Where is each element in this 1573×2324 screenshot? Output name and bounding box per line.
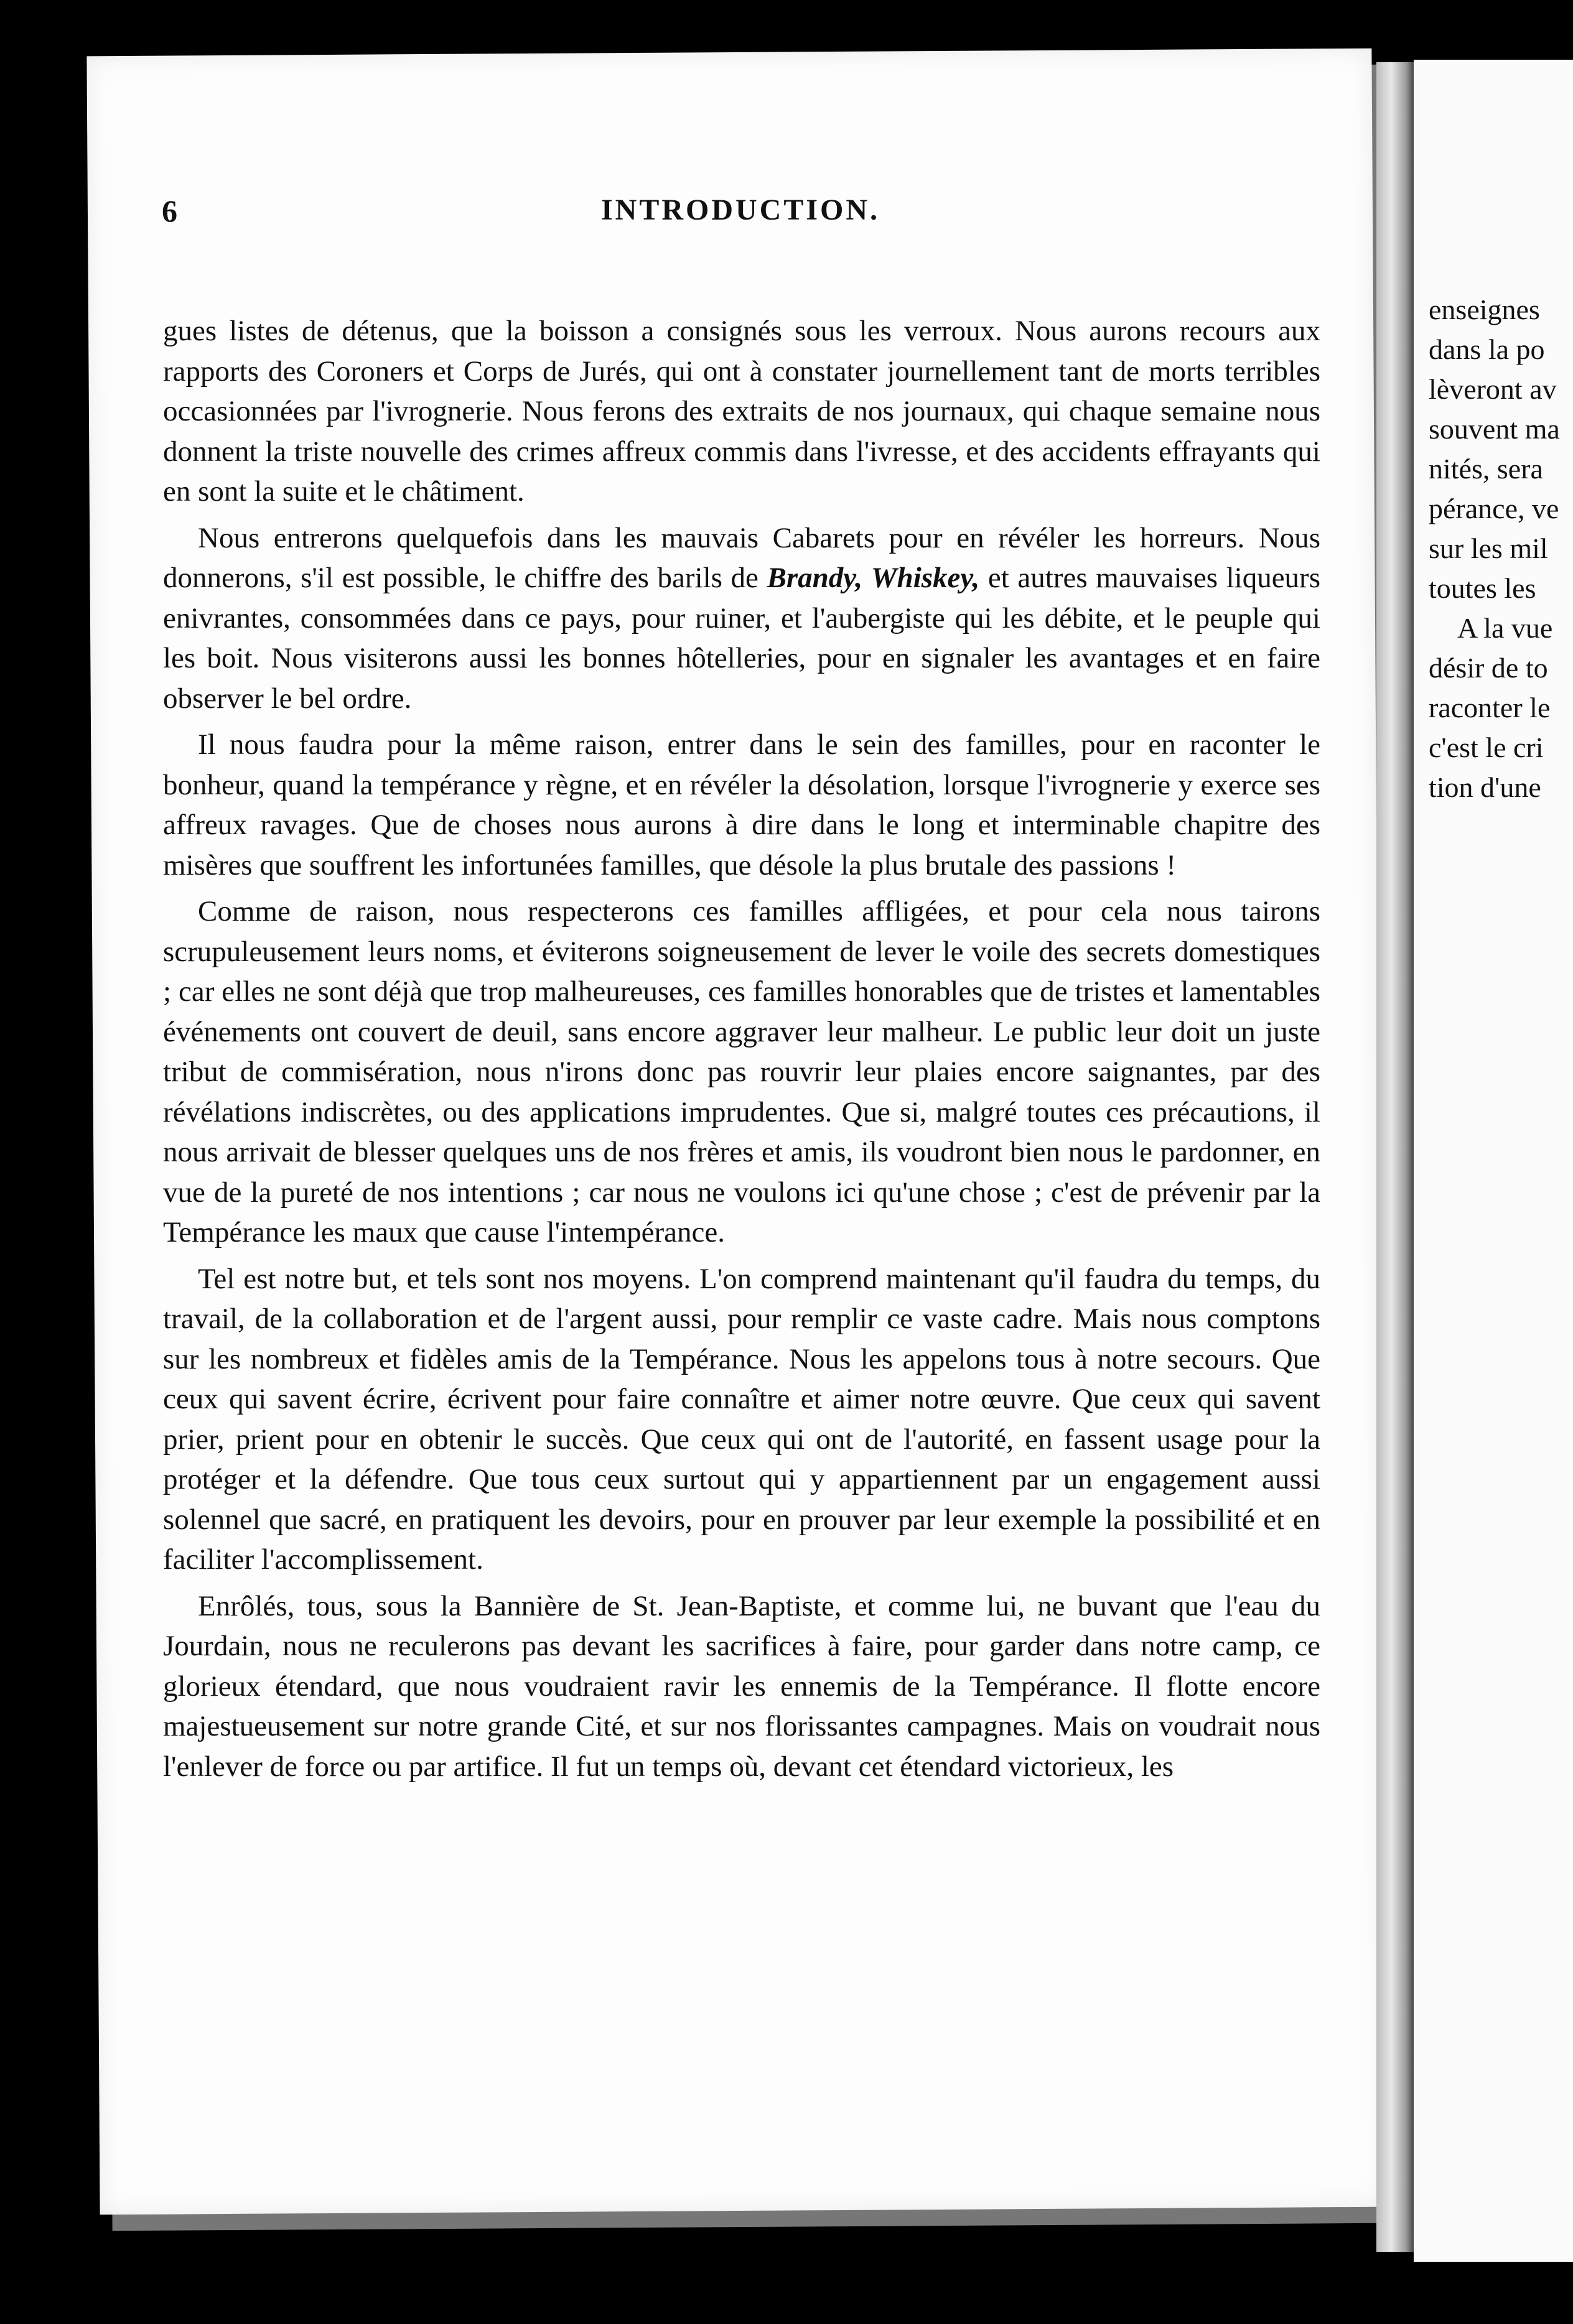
facing-line: souvent ma xyxy=(1429,413,1560,445)
page-number: 6 xyxy=(162,193,177,228)
running-title: INTRODUCTION. xyxy=(600,193,880,226)
facing-line: sur les mil xyxy=(1429,532,1548,564)
facing-line: enseignes xyxy=(1429,294,1540,325)
paragraph-2-emphasis-brandy: Brandy, xyxy=(767,562,863,594)
facing-line: désir de to xyxy=(1429,652,1548,684)
facing-line: raconter le xyxy=(1429,692,1551,723)
facing-line: nités, sera xyxy=(1429,453,1543,485)
paragraph-4: Comme de raison, nous respecterons ces familles affligées, et pour cela nous tairons scrupuleusement leurs noms, et éviterons soigneusement de lever le voile des secrets domestiques ; car elles ne sont déjà que trop malheureuses, ces familles honorables que de tristes et lamentables événements ont couvert de deuil, sans encore aggraver leur malheur. Le public leur doit un juste tribut de commisération, nous n'irons donc pas rouvrir leur plaies encore saignantes, par des révélations indiscrètes, ou des applications imprudentes. Que si, malgré toutes ces précautions, il nous arrivait de blesser quelques uns de nos frères et amis, ils voudront bien nous le pardonner, en vue de la pureté de nos intentions ; car nous ne voulons ici qu'une chose ; c'est de prévenir par la Tempérance les maux que cause l'intempérance. xyxy=(163,895,1320,1248)
paragraph-2-text-after: et autres mauvaises liqueurs enivrantes, consommées dans ce pays, pour ruiner, et l'aubergiste qui les débite, et le peuple qui les boit. Nous visiterons aussi les bonnes hôtelleries, pour en signaler les avantages et en faire observer le bel ordre. xyxy=(163,562,1320,715)
running-head xyxy=(162,193,1319,243)
facing-line: toutes les xyxy=(1429,572,1536,604)
paragraph-5: Tel est notre but, et tels sont nos moyens. L'on comprend maintenant qu'il faudra du temps, du travail, de la collaboration et de l'argent aussi, pour remplir ce vaste cadre. Mais nous comptons sur les nombreux et fidèles amis de la Tempérance. Nous les appelons tous à notre secours. Que ceux qui savent écrire, écrivent pour faire connaître et aimer notre œuvre. Que ceux qui savent prier, prient pour en obtenir le succès. Que ceux qui ont de l'autorité, en fassent usage pour la protéger et la défendre. Que tous ceux surtout qui y appartiennent par un engagement aussi solennel que sacré, en pratiquent les devoirs, pour en prouver par leur exemple la possibilité et en faciliter l'accomplissement. xyxy=(163,1262,1320,1576)
facing-line: c'est le cri xyxy=(1429,732,1544,763)
facing-line: lèveront av xyxy=(1429,373,1557,405)
paragraph-2-emphasis-whiskey: Whiskey, xyxy=(871,562,980,594)
body-text xyxy=(163,311,1320,1793)
facing-line: pérance, ve xyxy=(1429,493,1559,524)
paragraph-2 xyxy=(163,518,1320,719)
facing-line: A la vue xyxy=(1457,612,1553,644)
paragraph-2-text-middle xyxy=(862,562,871,594)
facing-line: tion d'une xyxy=(1429,771,1541,803)
page-fold-edge xyxy=(1376,62,1414,2252)
facing-line: dans la po xyxy=(1429,333,1545,365)
facing-page-text xyxy=(1429,290,1560,807)
paragraph-6: Enrôlés, tous, sous la Bannière de St. Jean-Baptiste, et comme lui, ne buvant que l'eau du Jourdain, nous ne reculerons pas devant les sacrifices à faire, pour garder dans notre camp, ce glorieux étendard, que nous voudraient ravir les ennemis de la Tempérance. Il flotte encore majestueusement sur notre grande Cité, et sur nos florissantes campagnes. Mais on voudrait nous l'enlever de force ou par artifice. Il fut un temps où, devant cet étendard victorieux, les xyxy=(163,1589,1320,1783)
paragraph-2-text-before: Nous entrerons quelquefois dans les mauvais Cabarets pour en révéler les horreurs. Nous donnerons, s'il est possible, le chiffre des barils de xyxy=(163,521,1320,594)
facing-page xyxy=(1414,60,1573,2262)
paragraph-1: gues listes de détenus, que la boisson a consignés sous les verroux. Nous aurons recours aux rapports des Coroners et Corps de Jurés, qui ont à constater journellement tant de morts terribles occasionnées par l'ivrognerie. Nous ferons des extraits de nos journaux, qui chaque semaine nous donnent la triste nouvelle des crimes affreux commis dans l'ivresse, et des accidents effrayants qui en sont la suite et le châtiment. xyxy=(163,315,1320,508)
paragraph-3: Il nous faudra pour la même raison, entrer dans le sein des familles, pour en raconter le bonheur, quand la tempérance y règne, et en révéler la désolation, lorsque l'ivrognerie y exerce ses affreux ravages. Que de choses nous aurons à dire dans le long et interminable chapitre des misères que souffrent les infortunées familles, que désole la plus brutale des passions ! xyxy=(163,728,1320,881)
